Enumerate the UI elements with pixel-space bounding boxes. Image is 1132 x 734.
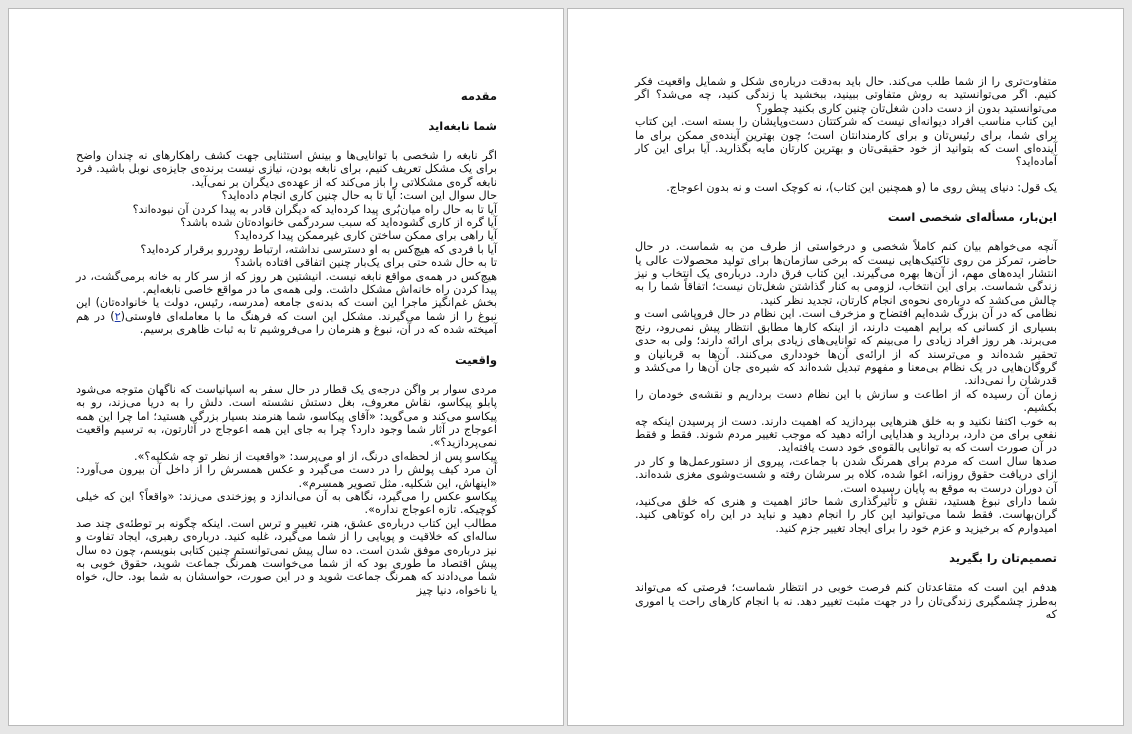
- heading-personal-issue: این‌بار، مسأله‌ای شخصی است: [887, 210, 1057, 225]
- question-line: تا به حال شده حتی برای یک‌بار چنین اتفاقی افتاده باشد؟: [234, 256, 497, 270]
- paragraph: صدها سال است که مردم برای همرنگ شدن با جماعت، پیروی از دستورعمل‌ها و کار در ازای دریافت حقوق روزانه، اغوا شده، کلاه بر سرشان رفته و شست‌وشوی مغزی شده‌اند. آن دوران درست به موقع به پایان رسیده است.: [635, 454, 1057, 495]
- left-page-content: [76, 89, 497, 597]
- paragraph: این کتاب مناسب افراد دیوانه‌ای نیست که شرکتتان دست‌وپایشان را بسته است. این کتاب برای شما، برای رئیس‌تان و برای کارمندانتان است؛ چون بهترین آینده‌ی ممکن برای ما آینده‌ای است که بتوانید از خود حقیقی‌تان و بهترین کارتان مایه بگذارید. آیا برای این کار آماده‌اید؟: [635, 115, 1057, 169]
- paragraph: به خوب اکتفا نکنید و به خلق هنرهایی بپردازید که اهمیت دارند. دست از پرسیدن اینکه چه نفعی برای من دارد، بردارید و هدایایی ارائه دهید که موجب تغییر مردم شوند. فقط و فقط در آن صورت است که به توانایی بالقوه‌ی خود دست یافته‌اید.: [635, 414, 1057, 455]
- heading-you-are-genius: شما نابغه‌اید: [428, 119, 497, 133]
- question-line: آیا تا به حال راه میان‌بُری پیدا کرده‌اید که دیگران قادر به پیدا کردن آن نبوده‌اند؟: [132, 202, 497, 216]
- page-left: [8, 8, 564, 726]
- question-line: حال سوال این است: آیا تا به حال چنین کاری انجام داده‌اید؟: [221, 189, 497, 203]
- paragraph: پیکاسو عکس را می‌گیرد، نگاهی به آن می‌اندازد و پوزخندی می‌زند: «واقعاً؟ این که خیلی کوچیکه. تازه اعوجاج نداره».: [76, 489, 497, 517]
- paragraph: هدفم این است که متقاعدتان کنم فرصت خوبی در انتظار شماست؛ فرصتی که می‌تواند به‌طرز چشمگیری زندگی‌تان را در جهت مثبت تغییر دهد. نه با انجام کارهای راحت یا اموری که: [635, 581, 1057, 621]
- heading-make-decision: تصمیم‌تان را بگیرید: [949, 551, 1057, 566]
- heading-reality: واقعیت: [455, 352, 497, 367]
- question-line: آیا راهی برای ممکن ساختن کاری غیرممکن پیدا کرده‌اید؟: [233, 229, 497, 243]
- paragraph: مردی سوار بر واگن درجه‌ی یک قطار در حال سفر به اسپانیاست که ناگهان متوجه می‌شود پابلو پیکاسو، نقاش معروف، بغل دستش نشسته است. دلش را به دریا می‌زند، رو به پیکاسو می‌کند و می‌گوید: «آقای پیکاسو، شما هنرمند بسیار بزرگی هستید؛ اما چرا این همه اعوجاج در آثار شما وجود دارد؟ چرا به جای این همه اعوجاج در آثارتون، به ترسیم واقعیت نمی‌پردازید؟».: [76, 382, 497, 450]
- right-page-content: [635, 75, 1057, 621]
- question-line: آیا با فردی که هیچ‌کس به او دسترسی نداشته، ارتباط رودررو برقرار کرده‌اید؟: [140, 242, 497, 256]
- paragraph: شما دارای نبوغ هستید، نقش و تأثیرگذاری شما حائز اهمیت و هنری که خلق می‌کنید، گران‌بهاست. فقط شما می‌توانید این کار را انجام دهید و نباید در این راه کوتاهی کنید. امیدوارم که برخیزید و عزم خود را برای ایجاد تغییر جزم کنید.: [635, 494, 1057, 535]
- paragraph-text: بخش غم‌انگیز ماجرا این است که بدنه‌ی جامعه (مدرسه، رئیس، دولت یا خانواده‌تان) این نبوغ را از شما می‌گیرند. مشکل این است که فرهنگ ما با معامله‌ای فاوستی(: [76, 296, 497, 323]
- footnote-link[interactable]: ۲: [114, 309, 121, 323]
- page-right: [567, 8, 1124, 726]
- question-line: آیا گره از کاری گشوده‌اید که سبب سردرگمی خانواده‌تان شده باشد؟: [180, 216, 497, 230]
- paragraph: اگر نابغه را شخصی با توانایی‌ها و بینش استثنایی جهت کشف راهکارهای نه چندان واضح برای یک مشکل تعریف کنیم، برای نابغه بودن، نیازی نیست برنده‌ی جایزه‌ی نوبل باشید. فرد نابغه گره‌ی مشکلاتی را باز می‌کند که از عهده‌ی دیگران بر نمی‌آید.: [76, 149, 497, 189]
- paragraph: نظامی که در آن بزرگ شده‌ایم افتضاح و مزخرف است. این نظام در حال فروپاشی است و بسیاری از کسانی که برایم اهمیت دارند، از اینکه کارها مطابق انتظار پیش نمی‌رود، رنج می‌برند. هر روز افراد زیادی را می‌بینم که توانایی‌های زیادی برای ارائه دارند؛ ولی به حدی تحقیر شده‌اند و می‌ترسند که از ارائه‌ی آن‌ها خودداری می‌کنند. آن‌ها به قربانیان و گروگان‌هایی در یک نظام بی‌معنا و مفهوم تبدیل شده‌اند که شیره‌ی جان آن‌ها را می‌کشد و قدرشان را نمی‌داند.: [635, 307, 1057, 388]
- paragraph: یک قول: دنیای پیش روی ما (و همچنین این کتاب)، نه کوچک است و نه بدون اعوجاج.: [666, 180, 1057, 194]
- paragraph: زمان آن رسیده که از اطاعت و سازش با این نظام دست برداریم و نقشه‌ی خودمان را بکشیم.: [635, 387, 1057, 415]
- paragraph: متفاوت‌تری را از شما طلب می‌کند. حال باید به‌دقت درباره‌ی شکل و شمایل واقعیت فکر کنیم. اگر می‌توانستید به روش متفاوتی ببینید، ببخشید یا زندگی کنید، چه می‌شد؟ اگر می‌توانستید بدون از دست دادن شغل‌تان چنین کاری بکنید چطور؟: [635, 75, 1057, 115]
- heading-introduction: مقدمه: [460, 89, 497, 103]
- paragraph-text: ) در هم آمیخته شده که در آن، نبوغ و هنرمان را می‌فروشیم تا به ثبات ظاهری برسیم.: [76, 309, 497, 337]
- paragraph: پیکاسو پس از لحظه‌ای درنگ، از او می‌پرسد: «واقعیت از نظر تو چه شکلیه؟».: [134, 449, 497, 463]
- paragraph: آنچه می‌خواهم بیان کنم کاملاً شخصی و درخواستی از طرف من به شماست. در حال حاضر، تمرکز من روی تاکتیک‌هایی نیست که برخی سازمان‌ها برای تولید محصولات عالی یا انتشار ایده‌های مهم، از آن‌ها بهره می‌گیرند. این کتاب فرق دارد. درباره‌ی یک انتخاب و نیز زندگی شماست. برای این انتخاب، لزومی به کنار گذاشتن شغل‌تان نیست؛ اتفاقاً شما را به چالش می‌کشد که درباره‌ی نحوه‌ی انجام کارتان، تجدید نظر کنید.: [635, 240, 1057, 307]
- paragraph: هیچ‌کس در همه‌ی مواقع نابغه نیست. انیشتین هر روز که از سر کار به خانه برمی‌گشت، در پیدا کردن راه خانه‌اش مشکل داشت. ولی همه‌ی ما در مواقع خاصی نابغه‌ایم.: [76, 269, 497, 297]
- paragraph: مطالب این کتاب درباره‌ی عشق، هنر، تغییر و ترس است. اینکه چگونه بر توطئه‌ی چند صد ساله‌ای که خلاقیت و پویایی را از شما می‌گیرد، غلبه کنید. درباره‌ی رهبری، ایجاد تفاوت و نیز درباره‌ی موفق شدن است. ده سال پیش نمی‌توانستم چنین کتابی بنویسم، چون ده سال پیش اقتصاد ما طوری بود که از شما می‌خواست همرنگ جماعت شوید، حقوق خوبی به شما می‌دادند که همرنگ جماعت شوید و در این صورت، حواسشان به شما بود. حال، خواه یا ناخواه، دنیا چیز: [76, 516, 497, 597]
- paragraph-with-footnote: [76, 296, 497, 336]
- paragraph: آن مرد کیف پولش را در دست می‌گیرد و عکس همسرش را از داخل آن بیرون می‌آورد: «اینهاش، این شکلیه. مثل تصویر همسرم».: [76, 463, 497, 490]
